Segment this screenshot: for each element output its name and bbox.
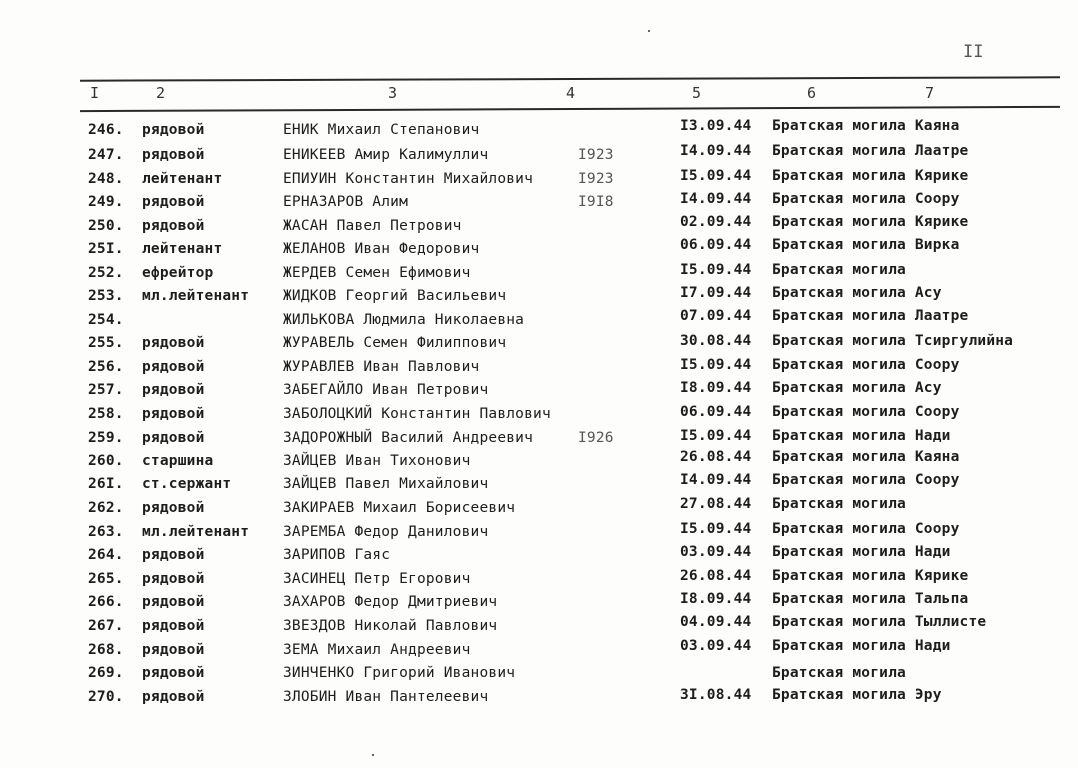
cell-burial: Братская могила Нади	[772, 544, 951, 560]
cell-rank: рядовой	[142, 547, 205, 563]
cell-rank: рядовой	[142, 642, 205, 658]
cell-burial: Братская могила Тсиргулийна	[772, 333, 1014, 349]
cell-burial: Братская могила Каяна	[772, 449, 960, 465]
cell-date: I4.09.44	[680, 472, 752, 488]
cell-name: ЗАРИПОВ Гаяс	[283, 547, 391, 563]
cell-num: 268.	[88, 642, 124, 658]
cell-num: 250.	[88, 218, 124, 234]
cell-num: 259.	[88, 430, 124, 446]
table-row	[0, 118, 1078, 144]
column-number-1: I	[90, 84, 100, 102]
cell-num: 267.	[88, 618, 124, 634]
cell-name: ЗАКИРАЕВ Михаил Борисеевич	[283, 500, 516, 516]
cell-year: I923	[578, 147, 614, 163]
cell-name: ЗЕМА Михаил Андреевич	[283, 642, 471, 658]
cell-name: ЗАРЕМБА Федор Данилович	[283, 524, 489, 540]
cell-num: 25I.	[88, 241, 124, 257]
cell-rank: рядовой	[142, 218, 205, 234]
cell-rank: мл.лейтенант	[142, 524, 250, 540]
table-row	[0, 472, 1078, 498]
cell-date: 02.09.44	[680, 214, 752, 230]
table-row	[0, 614, 1078, 640]
cell-burial: Братская могила	[772, 665, 906, 681]
cell-name: ЕНИКЕЕВ Амир Калимуллич	[283, 147, 489, 163]
cell-burial: Братская могила Тыллисте	[772, 614, 987, 630]
cell-rank: рядовой	[142, 359, 205, 375]
cell-burial: Братская могила Каяна	[772, 118, 960, 134]
cell-name: ЖИДКОВ Георгий Васильевич	[283, 288, 507, 304]
cell-date: 06.09.44	[680, 404, 752, 420]
cell-date: I4.09.44	[680, 143, 752, 159]
cell-name: ЖЕРДЕВ Семен Ефимович	[283, 265, 471, 281]
cell-date: I3.09.44	[680, 118, 752, 134]
cell-year: I923	[578, 171, 614, 187]
table-row	[0, 406, 1078, 428]
table-row	[0, 665, 1078, 687]
column-number-2: 2	[156, 84, 166, 102]
cell-name: ЕПИУИН Константин Михайлович	[283, 171, 534, 187]
cell-name: ЖЕЛАНОВ Иван Федорович	[283, 241, 480, 257]
cell-burial: Братская могила Кярике	[772, 168, 969, 184]
cell-num: 260.	[88, 453, 124, 469]
cell-rank: мл.лейтенант	[142, 288, 250, 304]
header-top-rule	[80, 76, 1060, 81]
table-row	[0, 568, 1078, 593]
cell-num: 26I.	[88, 476, 124, 492]
cell-name: ЕНИК Михаил Степанович	[283, 122, 480, 138]
cell-burial: Братская могила Соору	[772, 472, 960, 488]
cell-date: I5.09.44	[680, 168, 752, 184]
cell-burial: Братская могила Соору	[772, 521, 960, 537]
cell-rank: старшина	[142, 453, 214, 469]
cell-name: ЗАЙЦЕВ Иван Тихонович	[283, 453, 471, 469]
cell-date: 26.08.44	[680, 449, 752, 465]
cell-name: ЗИНЧЕНКО Григорий Иванович	[283, 665, 516, 681]
cell-date: 03.09.44	[680, 638, 752, 654]
cell-name: ЖУРАВЛЕВ Иван Павлович	[283, 359, 480, 375]
cell-name: ЗАХАРОВ Федор Дмитриевич	[283, 594, 498, 610]
cell-num: 269.	[88, 665, 124, 681]
cell-date: I7.09.44	[680, 285, 752, 301]
cell-num: 246.	[88, 122, 124, 138]
cell-rank: лейтенант	[142, 171, 223, 187]
table-row	[0, 237, 1078, 263]
cell-date: 03.09.44	[680, 544, 752, 560]
cell-num: 263.	[88, 524, 124, 540]
cell-date: 3I.08.44	[680, 687, 752, 703]
cell-date: I5.09.44	[680, 521, 752, 537]
cell-num: 255.	[88, 335, 124, 351]
cell-date: I5.09.44	[680, 357, 752, 373]
cell-name: ЖИЛЬКОВА Людмила Николаевна	[283, 312, 525, 328]
cell-num: 265.	[88, 571, 124, 587]
cell-num: 249.	[88, 194, 124, 210]
cell-rank: ст.сержант	[142, 476, 232, 492]
table-row	[0, 191, 1078, 216]
cell-burial: Братская могила Лаатре	[772, 143, 969, 159]
cell-name: ЗАЙЦЕВ Павел Михайлович	[283, 476, 489, 492]
scan-speck	[648, 30, 650, 32]
cell-rank: рядовой	[142, 122, 205, 138]
table-row	[0, 143, 1078, 169]
scan-speck	[372, 754, 374, 756]
cell-num: 262.	[88, 500, 124, 516]
table-row	[0, 521, 1078, 546]
cell-rank: рядовой	[142, 500, 205, 516]
cell-name: ЕРНАЗАРОВ Алим	[283, 194, 409, 210]
cell-num: 247.	[88, 147, 124, 163]
cell-year: I926	[578, 430, 614, 446]
cell-num: 264.	[88, 547, 124, 563]
table-row	[0, 638, 1078, 664]
cell-num: 254.	[88, 312, 124, 328]
cell-name: ЖАСАН Павел Петрович	[283, 218, 462, 234]
cell-num: 252.	[88, 265, 124, 281]
cell-name: ЖУРАВЕЛЬ Семен Филиппович	[283, 335, 507, 351]
cell-num: 266.	[88, 594, 124, 610]
table-row	[0, 544, 1078, 569]
cell-burial: Братская могила Соору	[772, 191, 960, 207]
cell-name: ЗАБЕГАЙЛО Иван Петрович	[283, 382, 489, 398]
table-row	[0, 262, 1078, 287]
cell-burial: Братская могила Вирка	[772, 237, 960, 253]
column-number-4: 4	[566, 84, 576, 102]
cell-name: ЗАБОЛОЦКИЙ Константин Павлович	[283, 406, 551, 422]
cell-rank: рядовой	[142, 594, 205, 610]
cell-rank: рядовой	[142, 335, 205, 351]
cell-name: ЗАДОРОЖНЫЙ Василий Андреевич	[283, 430, 534, 446]
cell-burial: Братская могила Асу	[772, 380, 942, 396]
table-row	[0, 382, 1078, 404]
cell-name: ЗЛОБИН Иван Пантелеевич	[283, 689, 489, 705]
cell-date: 27.08.44	[680, 496, 752, 512]
cell-burial: Братская могила Лаатре	[772, 308, 969, 324]
cell-date: I5.09.44	[680, 428, 752, 444]
cell-rank: рядовой	[142, 406, 205, 422]
cell-rank: рядовой	[142, 147, 205, 163]
cell-date: I8.09.44	[680, 591, 752, 607]
cell-num: 258.	[88, 406, 124, 422]
cell-date: 26.08.44	[680, 568, 752, 584]
cell-num: 256.	[88, 359, 124, 375]
cell-rank: рядовой	[142, 689, 205, 705]
cell-burial: Братская могила	[772, 262, 906, 278]
cell-burial: Братская могила Кярике	[772, 568, 969, 584]
column-number-3: 3	[388, 84, 398, 102]
cell-date: I5.09.44	[680, 262, 752, 278]
column-number-7: 7	[925, 84, 935, 102]
cell-burial: Братская могила Тальпа	[772, 591, 969, 607]
table-row	[0, 496, 1078, 522]
column-number-5: 5	[692, 84, 702, 102]
cell-rank: рядовой	[142, 665, 205, 681]
cell-num: 257.	[88, 382, 124, 398]
cell-name: ЗАСИНЕЦ Петр Егорович	[283, 571, 471, 587]
cell-rank: рядовой	[142, 571, 205, 587]
column-number-6: 6	[807, 84, 817, 102]
cell-rank: ефрейтор	[142, 265, 214, 281]
table-row	[0, 591, 1078, 616]
cell-rank: рядовой	[142, 382, 205, 398]
table-row	[0, 335, 1078, 357]
cell-burial: Братская могила Соору	[772, 404, 960, 420]
header-bottom-rule	[80, 106, 1060, 112]
cell-burial: Братская могила	[772, 496, 906, 512]
cell-num: 253.	[88, 288, 124, 304]
table-row	[0, 359, 1078, 381]
cell-date: 07.09.44	[680, 308, 752, 324]
cell-burial: Братская могила Нади	[772, 428, 951, 444]
cell-date: I4.09.44	[680, 191, 752, 207]
page-number: II	[963, 42, 984, 62]
cell-burial: Братская могила Асу	[772, 285, 942, 301]
cell-name: ЗВЕЗДОВ Николай Павлович	[283, 618, 498, 634]
table-row	[0, 285, 1078, 310]
cell-date: 06.09.44	[680, 237, 752, 253]
cell-year: I9I8	[578, 194, 614, 210]
cell-burial: Братская могила Нади	[772, 638, 951, 654]
cell-num: 248.	[88, 171, 124, 187]
table-row	[0, 689, 1078, 711]
cell-burial: Братская могила Эру	[772, 687, 942, 703]
cell-date: 30.08.44	[680, 333, 752, 349]
cell-rank: рядовой	[142, 194, 205, 210]
cell-rank: рядовой	[142, 430, 205, 446]
cell-burial: Братская могила Кярике	[772, 214, 969, 230]
table-row	[0, 168, 1078, 193]
cell-date: 04.09.44	[680, 614, 752, 630]
cell-burial: Братская могила Соору	[772, 357, 960, 373]
cell-date: I8.09.44	[680, 380, 752, 396]
cell-rank: рядовой	[142, 618, 205, 634]
cell-num: 270.	[88, 689, 124, 705]
cell-rank: лейтенант	[142, 241, 223, 257]
table-row	[0, 308, 1078, 334]
